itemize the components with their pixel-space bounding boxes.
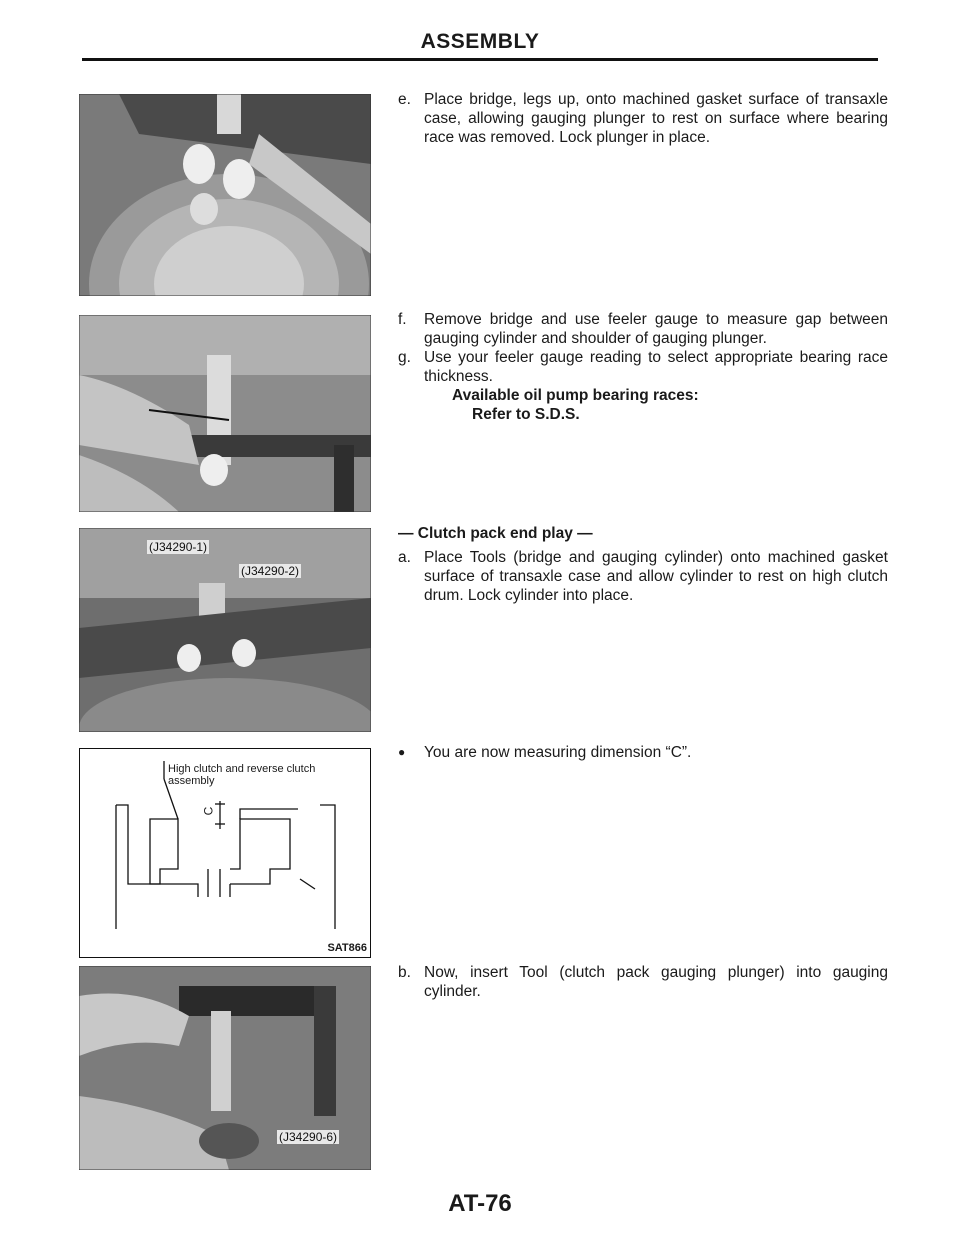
bullet-text: You are now measuring dimension “C”.: [424, 744, 692, 761]
step-f: [398, 310, 888, 348]
available-races-label: Available oil pump bearing races:: [452, 387, 699, 404]
step-a: [398, 548, 888, 605]
figure-code: SAT866: [327, 942, 367, 954]
step-b-text: Now, insert Tool (clutch pack gauging plunger) into gauging cylinder.: [424, 964, 888, 1000]
step-e-key: e.: [398, 91, 411, 108]
photo-bridge-on-case: [79, 94, 371, 296]
step-e-text: Place bridge, legs up, onto machined gasket surface of transaxle case, allowing gauging plunger to rest on surface where bearing race was removed. Lock plunger in place.: [424, 91, 888, 146]
step-b: [398, 963, 888, 1001]
step-a-key: a.: [398, 549, 411, 566]
photo-insert-plunger: [79, 966, 371, 1170]
page-title: ASSEMBLY: [420, 30, 540, 53]
header-rule: [82, 58, 878, 61]
bullet-icon: ●: [398, 745, 406, 759]
dimension-c-label: C: [201, 806, 216, 816]
photo-feeler-gauge: [79, 315, 371, 512]
step-e: [398, 90, 888, 147]
clutch-diagram: [79, 748, 371, 958]
step-b-key: b.: [398, 964, 411, 981]
bullet-dimension-c: [398, 743, 888, 762]
section-title: — Clutch pack end play —: [398, 525, 593, 542]
callout-j34290-2: (J34290-2): [241, 564, 300, 578]
step-f-key: f.: [398, 311, 407, 328]
step-g: [398, 348, 888, 424]
diagram-label: High clutch and reverse clutch assembly: [168, 763, 316, 787]
callout-j34290-6: (J34290-6): [279, 1130, 338, 1144]
callout-j34290-1: (J34290-1): [149, 540, 208, 554]
step-g-text: Use your feeler gauge reading to select appropriate bearing race thickness.: [424, 349, 888, 385]
step-a-text: Place Tools (bridge and gauging cylinder) onto machined gasket surface of transaxle case and allow cylinder to rest on high clutch drum. Lock cylinder into place.: [424, 549, 888, 604]
photo-tools-on-case: [79, 528, 371, 732]
page-number: AT-76: [448, 1190, 512, 1217]
step-g-key: g.: [398, 349, 411, 366]
step-f-text: Remove bridge and use feeler gauge to measure gap between gauging cylinder and shoulder of gauging plunger.: [424, 311, 888, 347]
refer-sds: Refer to S.D.S.: [472, 406, 580, 423]
